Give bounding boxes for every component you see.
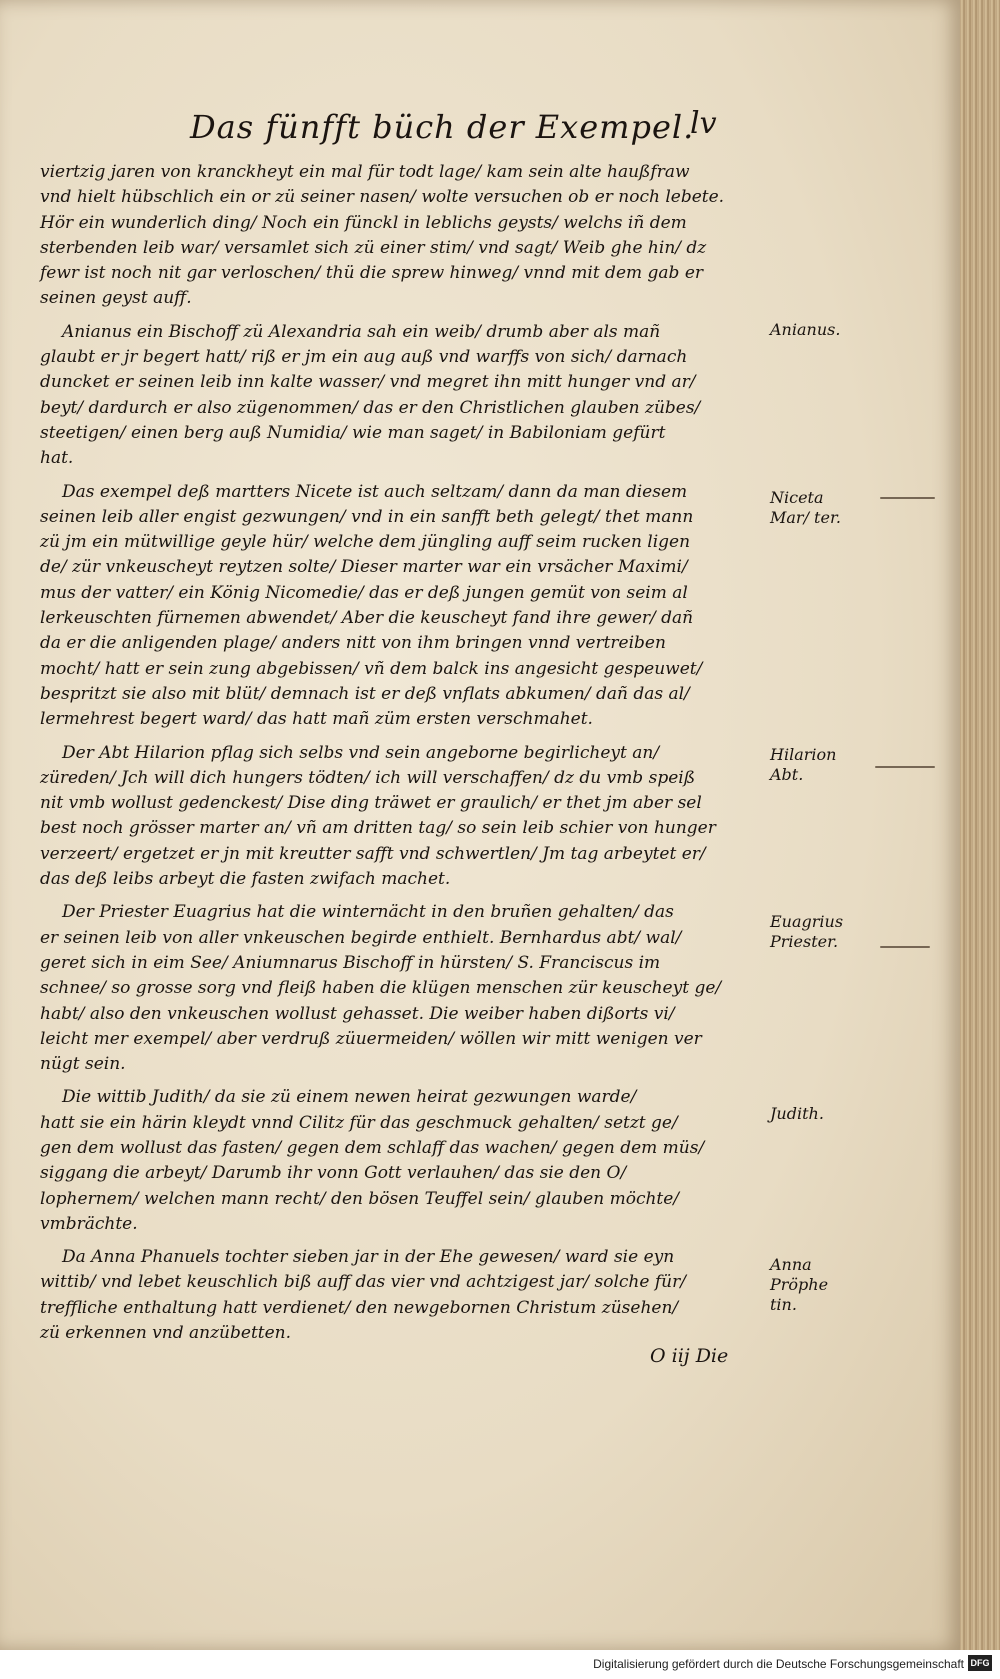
text-line: nit vmb wollust gedenckest/ Dise ding träwet er graulich/ er thet jm aber sel [40, 793, 702, 814]
text-line: züreden/ Jch will dich hungers tödten/ ich will verschaffen/ dz du vmb speiß [40, 767, 696, 788]
catchword: O iij Die [650, 1345, 729, 1367]
paragraph [40, 1085, 768, 1237]
text-line: bespritzt sie also mit blüt/ demnach ist er deß vnflats abkumen/ dañ das al/ [40, 683, 690, 704]
text-line: lophernem/ welchen mann recht/ den bösen Teuffel sein/ glauben möchte/ [40, 1188, 680, 1209]
text-line: hatt sie ein härin kleydt vnnd Cilitz für das geschmuck gehalten/ setzt ge/ [40, 1112, 678, 1133]
pencil-mark [880, 497, 935, 499]
text-line: mocht/ hatt er sein zung abgebissen/ vñ dem balck ins angesicht gespeuwet/ [40, 658, 703, 679]
text-line: best noch grösser marter an/ vñ am dritten tag/ so sein leib schier von hunger [40, 818, 716, 839]
text-line: Der Priester Euagrius hat die winternächt in den bruñen gehalten/ das [62, 902, 674, 923]
text-line: Da Anna Phanuels tochter sieben jar in der Ehe gewesen/ ward sie eyn [62, 1247, 675, 1268]
margin-note-euagrius: Euagrius Priester. [770, 912, 844, 951]
paragraph [40, 480, 768, 733]
paragraph [40, 741, 768, 893]
pencil-mark [875, 766, 935, 768]
text-line: viertzig jaren von kranckheyt ein mal für todt lage/ kam sein alte haußfraw [40, 162, 690, 182]
text-line: beyt/ dardurch er also zügenommen/ das er den Christlichen glauben zübes/ [40, 397, 701, 418]
text-line: vmbrächte. [40, 1213, 138, 1234]
text-line: duncket er seinen leib inn kalte wasser/ vnd megret ihn mitt hunger vnd ar/ [40, 372, 696, 393]
text-line: mus der vatter/ ein König Nicomedie/ das er deß jungen gemüt von seim al [40, 582, 688, 603]
text-line: wittib/ vnd lebet keuschlich biß auff das vier vnd achtzigest jar/ solche für/ [40, 1272, 686, 1293]
dfg-logo: DFG [968, 1655, 992, 1671]
text-line: habt/ also den vnkeuschen wollust gehasset. Die weiber haben dißorts vi/ [40, 1003, 675, 1024]
text-line: zü erkennen vnd anzübetten. [40, 1323, 292, 1344]
folio-number: lv [690, 106, 717, 141]
text-line: leicht mer exempel/ aber verdruß züuermeiden/ wöllen wir mitt wenigen ver [40, 1028, 702, 1049]
text-line: glaubt er jr begert hatt/ riß er jm ein aug auß vnd warffs von sich/ darnach [40, 347, 688, 368]
paragraph [40, 900, 768, 1077]
text-line: das deß leibs arbeyt die fasten zwifach machet. [40, 869, 451, 890]
footer-credit: Digitalisierung gefördert durch die Deutsche Forschungsgemeinschaft [593, 1657, 964, 1671]
pencil-mark [880, 946, 930, 948]
text-line: gen dem wollust das fasten/ gegen dem schlaff das wachen/ gegen dem müs/ [40, 1137, 705, 1158]
text-line: fewr ist noch nit gar verloschen/ thü die sprew hinweg/ vnnd mit dem gab er [40, 263, 704, 284]
text-line: da er die anligenden plage/ anders nitt von ihm bringen vnnd vertreiben [40, 633, 666, 654]
text-line: geret sich in eim See/ Aniumnarus Bischoff in hürsten/ S. Franciscus im [40, 952, 661, 973]
text-line: schnee/ so grosse sorg vnd fleiß haben die klügen menschen zür keuscheyt ge/ [40, 978, 722, 999]
margin-note-anna: Anna Pröphe tin. [770, 1255, 829, 1314]
paragraph [40, 160, 768, 312]
text-line: lermehrest begert ward/ das hatt mañ züm ersten verschmahet. [40, 709, 593, 730]
text-line: sterbenden leib war/ versamlet sich zü einer stim/ vnd sagt/ Weib ghe hin/ dz [40, 237, 707, 258]
text-line: er seinen leib von aller vnkeuschen begirde enthielt. Bernhardus abt/ wal/ [40, 927, 682, 948]
text-line: vnd hielt hübschlich ein or zü seiner nasen/ wolte versuchen ob er noch lebete. [40, 187, 725, 208]
text-line: Die wittib Judith/ da sie zü einem newen heirat gezwungen warde/ [62, 1087, 637, 1108]
text-line: Anianus ein Bischoff zü Alexandria sah ein weib/ drumb aber als mañ [62, 321, 661, 342]
text-line: lerkeuschten fürnemen abwendet/ Aber die keuscheyt fand ihre gewer/ dañ [40, 608, 694, 629]
digitization-footer [0, 1650, 1000, 1679]
main-text [40, 160, 768, 1354]
margin-note-hilarion: Hilarion Abt. [770, 745, 837, 784]
text-line: siggang die arbeyt/ Darumb ihr vonn Gott verlauhen/ das sie den O/ [40, 1163, 627, 1184]
page-edge [960, 0, 1000, 1650]
text-line: hat. [40, 448, 74, 469]
paragraph [40, 320, 768, 472]
text-line: seinen geyst auff. [40, 288, 192, 309]
margin-note-judith: Judith. [770, 1104, 824, 1123]
paragraph [40, 1245, 768, 1346]
text-line: Das exempel deß martters Nicete ist auch seltzam/ dann da man diesem [62, 481, 688, 502]
running-title: Das fünfft büch der Exempel. [190, 108, 695, 146]
text-line: seinen leib aller engist gezwungen/ vnd in ein sanfft beth gelegt/ thet mann [40, 506, 694, 527]
text-line: de/ zür vnkeuscheyt reytzen solte/ Dieser marter war ein vrsächer Maximi/ [40, 557, 688, 578]
text-line: Hör ein wunderlich ding/ Noch ein fünckl in leblichs geysts/ welchs iñ dem [40, 212, 687, 233]
text-line: nügt sein. [40, 1054, 126, 1075]
text-line: steetigen/ einen berg auß Numidia/ wie man saget/ in Babiloniam gefürt [40, 422, 666, 443]
margin-note-niceta: Niceta Mar/ ter. [770, 488, 841, 527]
text-line: treffliche enthaltung hatt verdienet/ den newgebornen Christum züsehen/ [40, 1297, 679, 1318]
text-line: Der Abt Hilarion pflag sich selbs vnd sein angeborne begirlicheyt an/ [62, 742, 660, 763]
text-line: verzeert/ ergetzet er jn mit kreutter safft vnd schwertlen/ Jm tag arbeytet er/ [40, 843, 706, 864]
margin-note-anianus: Anianus. [770, 320, 841, 339]
text-line: zü jm ein mütwillige geyle hür/ welche dem jüngling auff seim rucken ligen [40, 532, 691, 553]
